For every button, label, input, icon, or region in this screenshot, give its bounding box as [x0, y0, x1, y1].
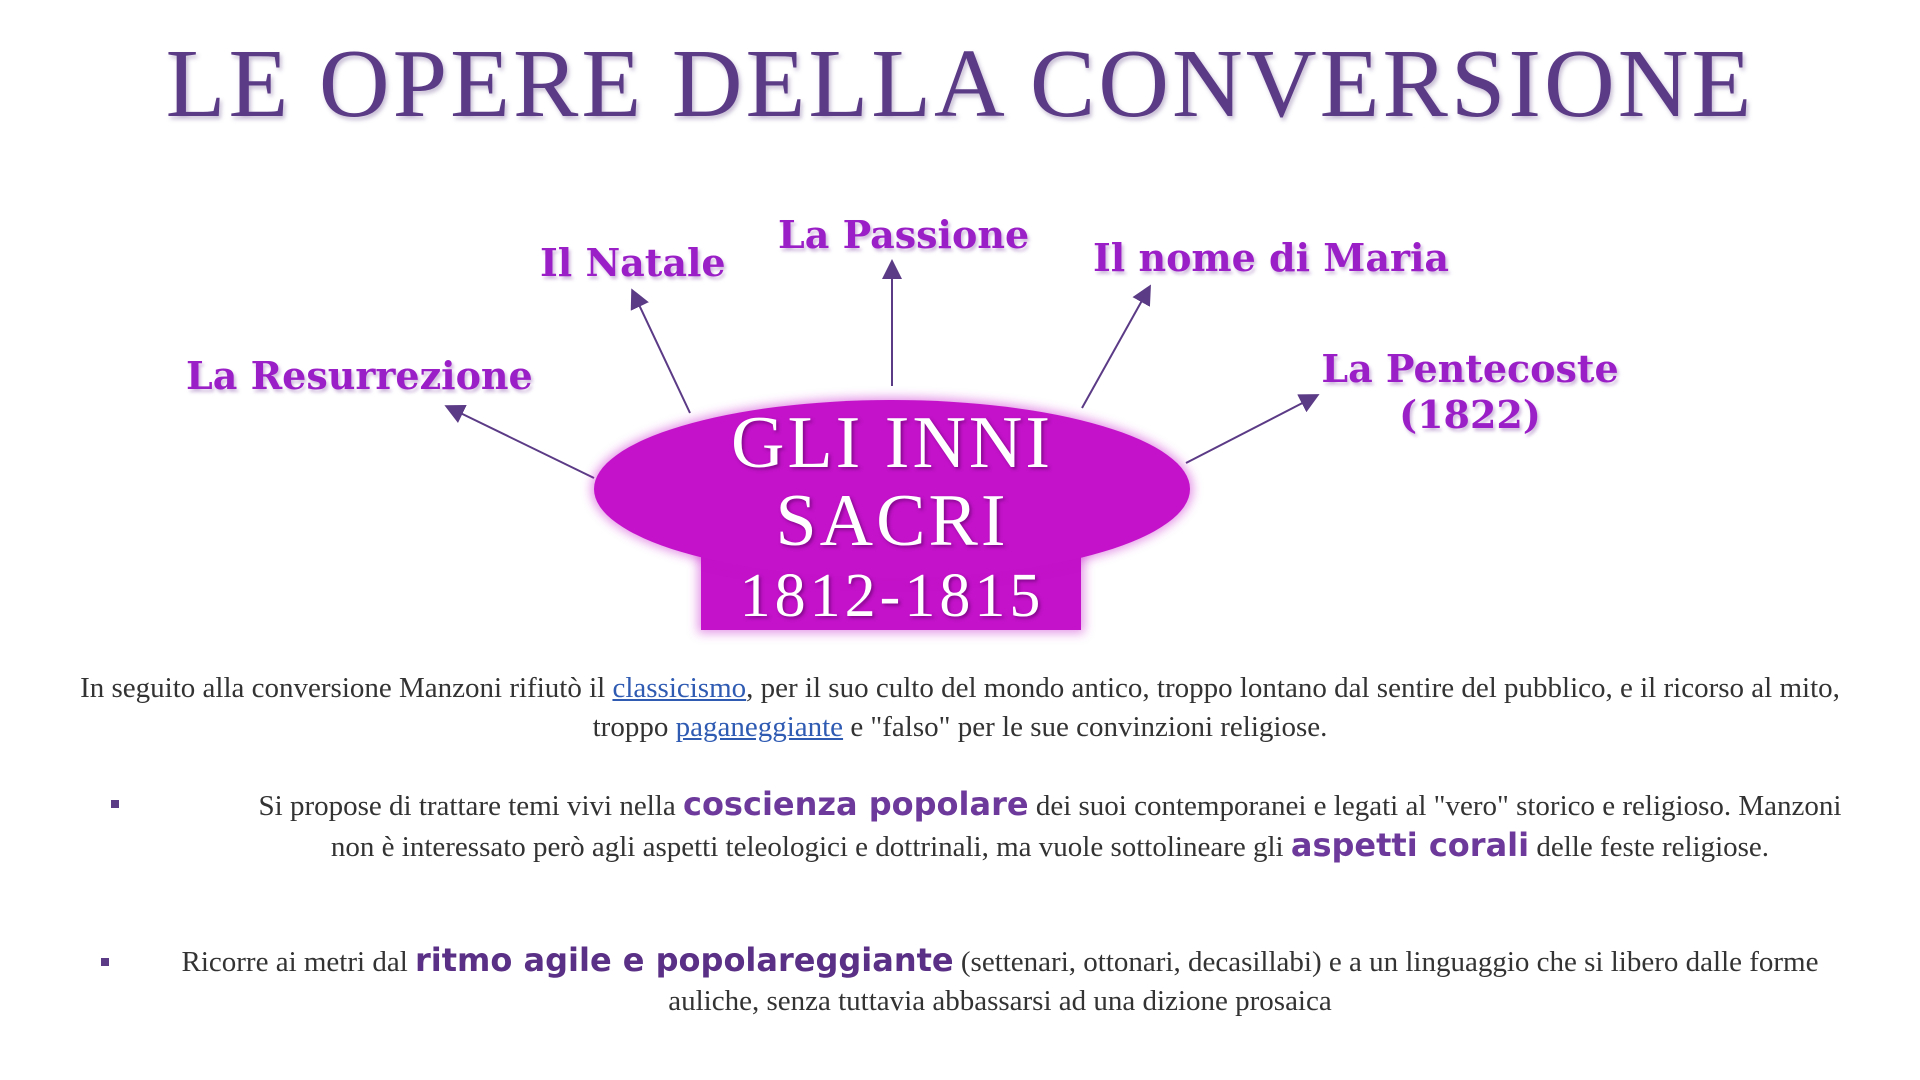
highlight-aspetti-corali: aspetti corali — [1290, 826, 1530, 864]
paganeggiante-link[interactable]: paganeggiante — [675, 711, 844, 743]
arrow-nome-maria — [1082, 288, 1149, 408]
page-title: LE OPERE DELLA CONVERSIONE — [165, 30, 1755, 138]
central-node-text — [594, 404, 1190, 632]
bullet2-text-1: Ricorre ai metri dal — [181, 946, 415, 978]
central-node-title-line2: SACRI — [775, 480, 1009, 562]
highlight-coscienza-popolare: coscienza popolare — [682, 785, 1029, 823]
work-nome-maria: Il nome di Maria — [1093, 235, 1450, 280]
bullet-marker-2 — [101, 958, 109, 966]
arrow-resurrezione — [448, 407, 594, 478]
work-passione: La Passione — [778, 212, 1030, 257]
bullet2-text-2: (settenari, ottonari, decasillabi) e a un linguaggio che si libero dalle forme auliche, senza tuttavia abbassarsi ad una dizione prosaica — [668, 946, 1819, 1017]
work-pentecoste-title: La Pentecoste — [1321, 346, 1619, 391]
arrow-pentecoste — [1186, 396, 1316, 463]
work-resurrezione: La Resurrezione — [186, 353, 533, 398]
work-natale: Il Natale — [540, 240, 726, 285]
work-pentecoste-year: (1822) — [1399, 391, 1541, 437]
intro-paragraph — [60, 669, 1860, 747]
bullet1-text-2: dei suoi contemporanei e legati al "vero" storico e religioso. Manzoni non è interessato però agli aspetti teleologici e dottrinali, ma vuole sottolineare gli — [330, 790, 1842, 863]
central-node-years: 1812-1815 — [739, 562, 1045, 630]
bullet1-text-1: Si propose di trattare temi vivi nella — [258, 790, 683, 822]
bullet-paragraph-2 — [140, 941, 1860, 1021]
work-pentecoste — [1320, 346, 1620, 437]
central-node-title-line1: GLI INNI — [731, 402, 1053, 484]
intro-text-1: In seguito alla conversione Manzoni rifiutò il — [80, 672, 613, 704]
intro-text-3: e "falso" per le sue convinzioni religiose. — [843, 711, 1328, 743]
bullet-marker-1 — [111, 800, 119, 808]
bullet-paragraph-1 — [240, 785, 1860, 867]
bullet1-text-3: delle feste religiose. — [1529, 831, 1770, 863]
intro-text-2: , per il suo culto del mondo antico, troppo lontano dal sentire del pubblico, e il ricorso al mito, troppo — [592, 672, 1840, 743]
highlight-ritmo-agile: ritmo agile e popolareggiante — [415, 941, 954, 979]
classicismo-link[interactable]: classicismo — [612, 672, 747, 704]
arrow-natale — [633, 292, 690, 413]
